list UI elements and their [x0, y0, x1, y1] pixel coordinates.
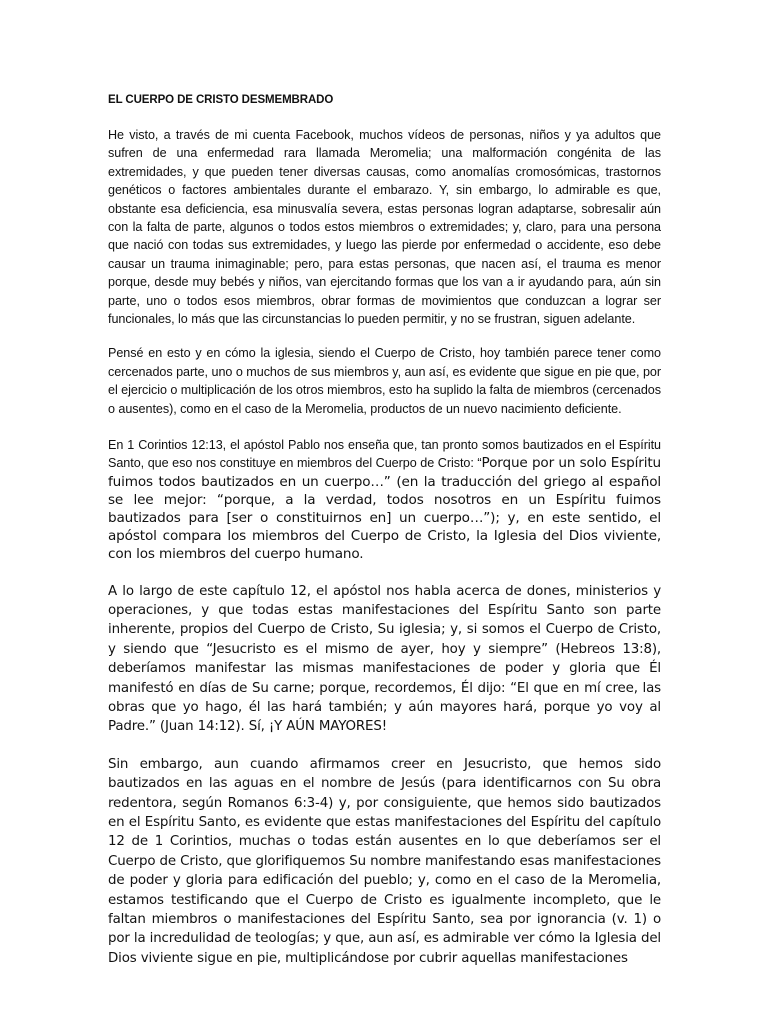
paragraph-3-quote: Porque por un solo Espíritu fuimos todos bautizados en un cuerpo…” (en la traducción del griego al español se lee mejor: “porque, a la verdad, todos nosotros en un Espíritu fuimos bautizados para [ser o constituirnos en] un cuerpo…”); y, en este sentido, el apóstol compara los miembros del Cuerpo de Cristo, la Iglesia del Dios viviente, con los miembros del cuerpo humano.: [108, 455, 661, 563]
paragraph-3-intro: En 1 Corintios 12:13, el apóstol Pablo nos enseña que, tan pronto somos bautizados en el Espíritu Santo, que eso nos constituye en miembros del Cuerpo de Cristo: “: [108, 438, 661, 471]
paragraph-2: Pensé en esto y en cómo la iglesia, siendo el Cuerpo de Cristo, hoy también parece tener como cercenados parte, uno o muchos de sus miembros y, aun así, es evidente que sigue en pie que, por el ejercicio o multiplicación de los otros miembros, esto ha suplido la falta de miembros (cercenados o ausentes), como en el caso de la Meromelia, productos de un nuevo nacimiento deficiente.: [108, 346, 661, 416]
document-title: EL CUERPO DE CRISTO DESMEMBRADO: [108, 94, 334, 106]
paragraph-5: Sin embargo, aun cuando afirmamos creer en Jesucristo, que hemos sido bautizados en las aguas en el nombre de Jesús (para identificarnos con Su obra redentora, según Romanos 6:3-4) y, por consiguiente, que hemos sido bautizados en el Espíritu Santo, es evidente que estas manifestaciones del Espíritu del capítulo 12 de 1 Corintios, muchas o todas están ausentes en lo que deberíamos ser el Cuerpo de Cristo, que glorifiquemos Su nombre manifestando esas manifestaciones de poder y gloria para edificación del pueblo; y, como en el caso de la Meromelia, estamos testificando que el Cuerpo de Cristo es igualmente incompleto, que le faltan miembros o manifestaciones del Espíritu Santo, sea por ignorancia (v. 1) o por la incredulidad de teologías; y que, aun así, es admirable ver cómo la Iglesia del Dios viviente sigue en pie, multiplicándose por cubrir aquellas manifestaciones: [108, 756, 661, 966]
document-page: [108, 92, 661, 986]
paragraph-4: A lo largo de este capítulo 12, el apóstol nos habla acerca de dones, ministerios y operaciones, y que todas estas manifestaciones del Espíritu Santo son parte inherente, propios del Cuerpo de Cristo, Su iglesia; y, si somos el Cuerpo de Cristo, y siendo que “Jesucristo es el mismo de ayer, hoy y siempre” (Hebreos 13:8), deberíamos manifestar las mismas manifestaciones de poder y gloria que Él manifestó en días de Su carne; porque, recordemos, Él dijo: “El que en mí cree, las obras que yo hago, él las hará también; y aún mayores hará, porque yo voy al Padre.” (Juan 14:12). Sí, ¡Y AÚN MAYORES!: [108, 583, 661, 735]
paragraph-3: [108, 436, 661, 563]
paragraph-1: He visto, a través de mi cuenta Facebook, muchos vídeos de personas, niños y ya adultos que sufren de una enfermedad rara llamada Meromelia; una malformación congénita de las extremidades, y que pueden tener diversas causas, como anomalías cromosómicas, trastornos genéticos o factores ambientales durante el embarazo. Y, sin embargo, lo admirable es que, obstante esa deficiencia, esa minusvalía severa, estas personas logran adaptarse, sobresalir aún con la falta de parte, algunos o todos estos miembros o extremidades; y, claro, para una persona que nació con todas sus extremidades, y luego las pierde por enfermedad o accidente, eso debe causar un trauma inimaginable; pero, para estas personas, que nacen así, el trauma es menor porque, desde muy bebés y niños, van ejercitando formas que los van a ir ayudando para, aún sin parte, uno o todos esos miembros, obrar formas de movimientos que conduzcan a lograr ser funcionales, lo más que las circunstancias lo pueden permitir, y no se frustran, siguen adelante.: [108, 128, 661, 327]
